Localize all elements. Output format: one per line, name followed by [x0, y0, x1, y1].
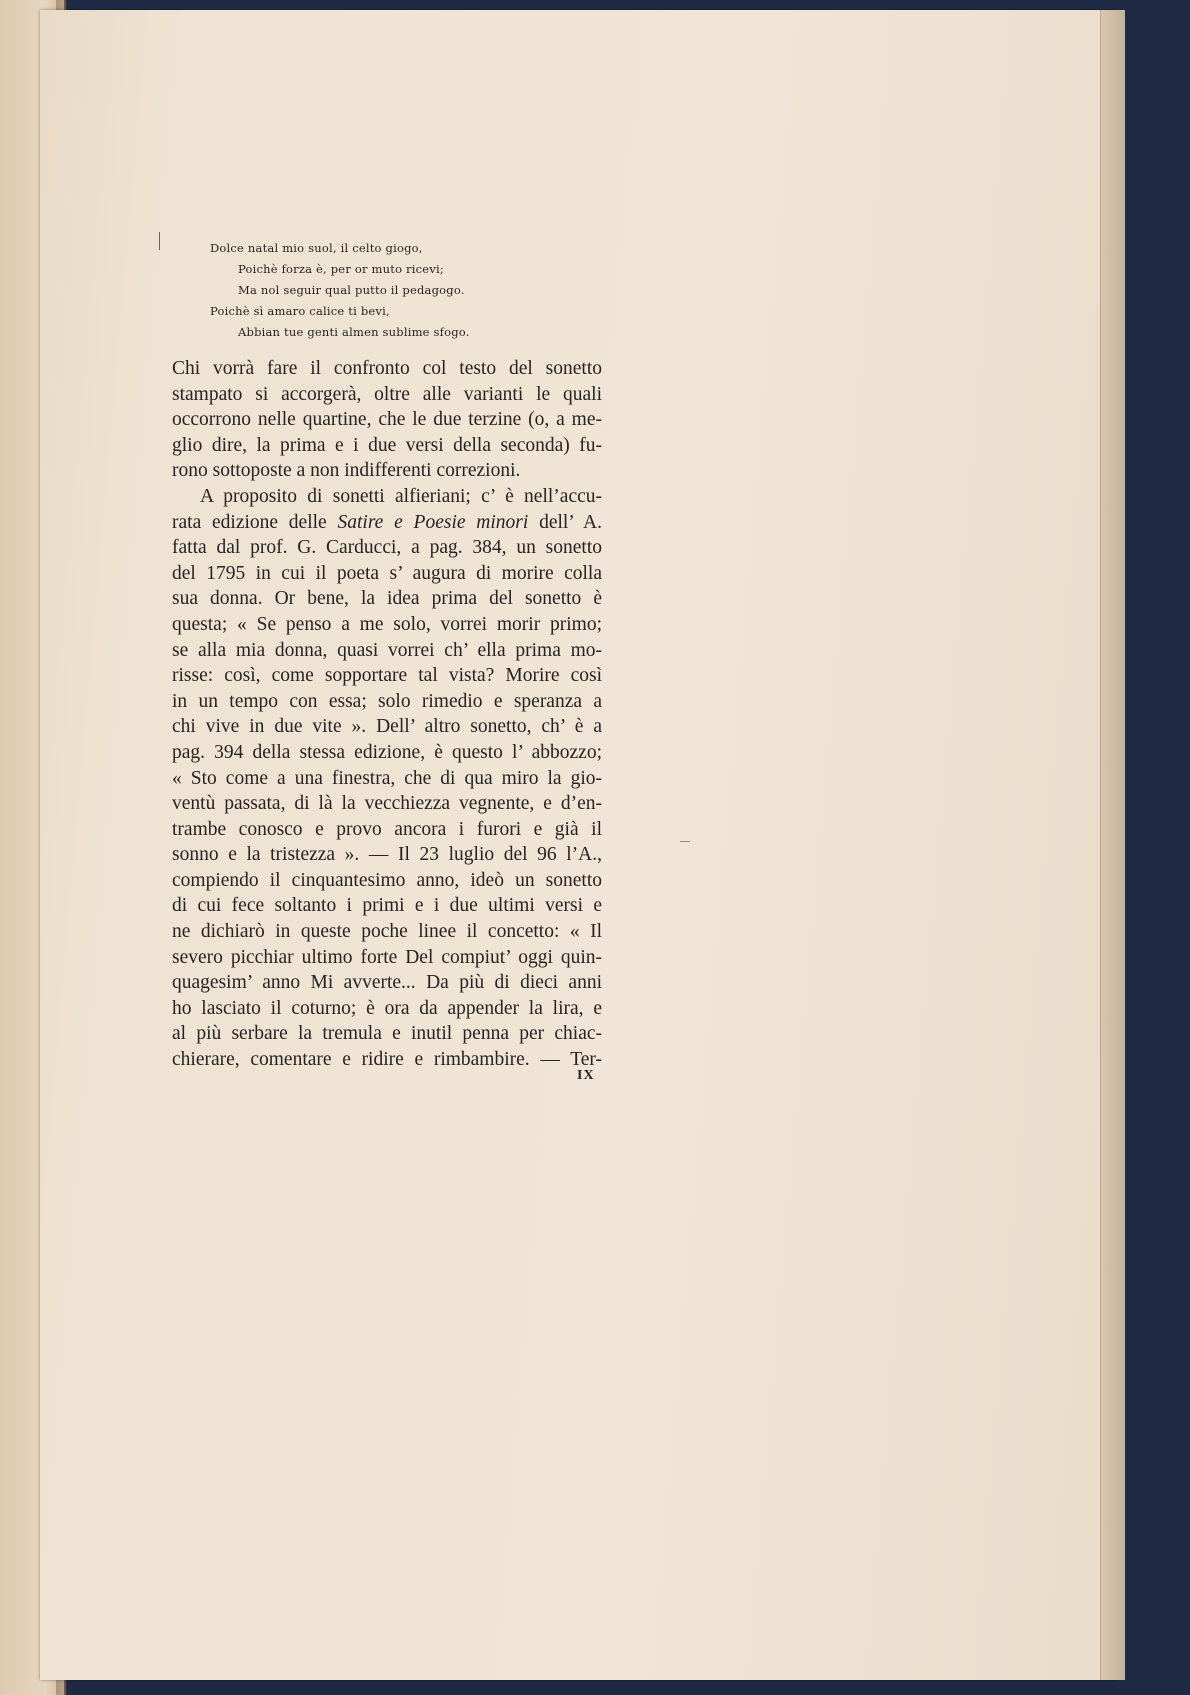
verse-line: Poichè forza è, per or muto ricevi;	[238, 262, 444, 276]
prose-line	[172, 766, 602, 792]
prose-line	[172, 817, 602, 843]
prose-line	[172, 791, 602, 817]
prose-line	[172, 868, 602, 894]
prose-line	[172, 919, 602, 945]
prose-line	[172, 433, 602, 459]
verse-line: Ma nol seguir qual putto il pedagogo.	[238, 283, 465, 297]
text-run: risse: così, come sopportare tal vista? Morire così	[172, 665, 602, 687]
prose-body	[172, 356, 602, 1073]
text-run: in un tempo con essa; solo rimedio e speranza a	[172, 690, 602, 712]
text-run: di cui fece soltanto i primi e i due ultimi versi e	[172, 895, 602, 917]
text-run: stampato si accorgerà, oltre alle varianti le quali	[172, 383, 602, 405]
prose-line	[172, 996, 602, 1022]
text-run: ventù passata, di là la vecchiezza vegnente, e d’en-	[172, 793, 602, 815]
text-run: quagesim’ anno Mi avverte... Da più di dieci anni	[172, 972, 602, 994]
prose-line	[172, 714, 602, 740]
text-run: sonno e la tristezza ». — Il 23 luglio del 96 l’A.,	[172, 844, 602, 866]
prose-line	[172, 1047, 602, 1073]
prose-line	[172, 945, 602, 971]
italic-title: Satire e Poesie minori	[337, 511, 529, 533]
prose-line	[172, 970, 602, 996]
text-run: A proposito di sonetti alfieriani; c’ è nell’accu-	[200, 485, 602, 507]
prose-line	[172, 612, 602, 638]
prose-line	[172, 561, 602, 587]
prose-line	[172, 689, 602, 715]
text-run: occorrono nelle quartine, che le due terzine (o, a me-	[172, 409, 602, 431]
prose-line	[172, 356, 602, 382]
text-run: del 1795 in cui il poeta s’ augura di morire colla	[172, 562, 602, 584]
prose-line	[172, 458, 602, 484]
text-run: compiendo il cinquantesimo anno, ideò un sonetto	[172, 869, 602, 891]
text-run: al più serbare la tremula e inutil penna per chiac-	[172, 1023, 602, 1045]
text-run: dell’ A.	[528, 511, 603, 533]
prose-line	[172, 740, 602, 766]
prose-line	[172, 893, 602, 919]
text-run: severo picchiar ultimo forte Del compiut’ oggi quin-	[172, 946, 602, 968]
text-run: se alla mia donna, quasi vorrei ch’ ella prima mo-	[172, 639, 602, 661]
text-run: chierare, comentare e ridire e rimbambire. — Ter-	[172, 1049, 602, 1071]
prose-line	[172, 1021, 602, 1047]
text-run: rata edizione delle	[172, 511, 338, 533]
text-run: pag. 394 della stessa edizione, è questo l’ abbozzo;	[172, 741, 602, 763]
prose-line	[172, 638, 602, 664]
prose-line	[172, 663, 602, 689]
prose-line	[172, 407, 602, 433]
text-run: ne dichiarò in queste poche linee il concetto: « Il	[172, 921, 602, 943]
sonnet-verse	[210, 238, 570, 343]
text-run: chi vive in due vite ». Dell’ altro sonetto, ch’ è a	[172, 716, 602, 738]
text-run: Chi vorrà fare il confronto col testo del sonetto	[172, 358, 602, 379]
text-run: questa; « Se penso a me solo, vorrei morir primo;	[172, 613, 602, 635]
prose-line	[172, 586, 602, 612]
text-run: « Sto come a una finestra, che di qua miro la gio-	[172, 767, 602, 789]
text-run: sua donna. Or bene, la idea prima del sonetto è	[172, 588, 602, 610]
prose-line	[172, 484, 602, 510]
stray-mark	[680, 841, 690, 842]
verse-line: Poichè sì amaro calice ti bevi,	[210, 304, 390, 318]
prose-line	[172, 382, 602, 408]
page-fore-edge	[1100, 10, 1125, 1680]
text-run: fatta dal prof. G. Carducci, a pag. 384, un sonetto	[172, 537, 602, 559]
verse-line: Dolce natal mio suol, il celto giogo,	[210, 241, 423, 255]
text-run: rono sottoposte a non indifferenti correzioni.	[172, 460, 521, 482]
ink-mark	[159, 232, 160, 250]
page-number: IX	[577, 1068, 595, 1083]
verse-line: Abbian tue genti almen sublime sfogo.	[238, 325, 470, 339]
text-run: trambe conosco e provo ancora i furori e già il	[172, 818, 602, 840]
prose-line	[172, 510, 602, 536]
prose-line	[172, 535, 602, 561]
prose-line	[172, 842, 602, 868]
text-run: ho lasciato il coturno; è ora da appender la lira, e	[172, 997, 602, 1019]
text-run: glio dire, la prima e i due versi della seconda) fu-	[172, 434, 602, 456]
